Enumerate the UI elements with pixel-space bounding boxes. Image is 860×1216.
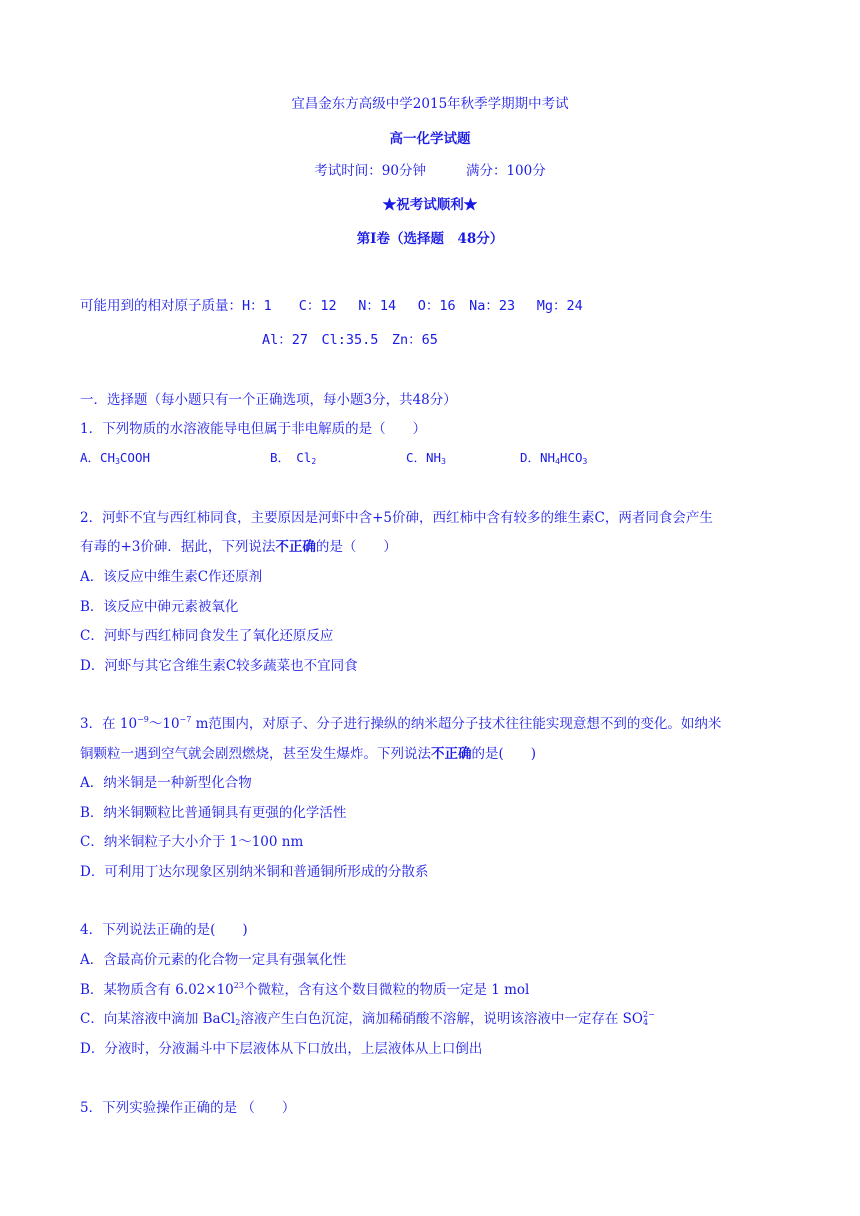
- full-score: 满分：100分: [465, 163, 546, 179]
- q1-option-c: C．$NH_3$: [406, 450, 446, 466]
- q2-option-d: D．河虾与其它含维生素C较多蔬菜也不宜同食: [80, 658, 358, 674]
- atomic-mass-line-2: Al：27 Cl:35.5 Zn：65: [262, 332, 438, 348]
- section-title: 第Ⅰ卷（选择题 48分）: [356, 231, 504, 247]
- q4-option-d: D．分液时，分液漏斗中下层液体从下口放出，上层液体从上口倒出: [80, 1041, 483, 1057]
- q4-option-c: C．向某溶液中滴加 BaCl$_2$溶液产生白色沉淀，滴加稀硝酸不溶解，说明该溶液中一定存在 $SO_4^{2-}$: [80, 1010, 655, 1027]
- exam-wish: ★祝考试顺利★: [382, 197, 478, 213]
- q2-option-c: C．河虾与西红柿同食发生了氧化还原反应: [80, 628, 334, 644]
- school-title: 宜昌金东方高级中学2015年秋季学期期中考试: [291, 96, 569, 112]
- q3-option-a: A．纳米铜是一种新型化合物: [80, 775, 252, 791]
- q5-stem: 5．下列实验操作正确的是 （ ）: [80, 1100, 296, 1116]
- atomic-mass-line-1: 可能用到的相对原子质量：H：1 C：12 N：14 O：16 Na：23 Mg：24: [80, 298, 583, 314]
- q1-option-b: B． $Cl_2$: [270, 450, 317, 466]
- subject-title: 高一化学试题: [389, 131, 471, 147]
- q3-stem-line-1: 3．在 $10^{-9}\sim 10^{-7}$ m范围内，对原子、分子进行操纵的纳米超分子技术往往能实现意想不到的变化。如纳米: [80, 715, 722, 732]
- exam-time: 考试时间：90分钟: [314, 163, 426, 179]
- q3-option-d: D．可利用丁达尔现象区别纳米铜和普通铜所形成的分散系: [80, 864, 429, 880]
- q4-option-a: A．含最高价元素的化合物一定具有强氧化性: [80, 952, 347, 968]
- q3-option-c: C．纳米铜粒子大小介于 1～100 nm: [80, 834, 304, 850]
- q1-options: [80, 448, 587, 466]
- q1-option-d: D．$NH_4HCO_3$: [520, 450, 588, 466]
- q4-stem: 4．下列说法正确的是( ): [80, 922, 248, 938]
- q1-option-a: A．$CH_3COOH$: [80, 450, 151, 466]
- q3-option-b: B．纳米铜颗粒比普通铜具有更强的化学活性: [80, 805, 347, 821]
- q3-stem-line-2: 铜颗粒一遇到空气就会剧烈燃烧，甚至发生爆炸。下列说法不正确的是( ): [80, 746, 537, 762]
- q2-stem-line-1: 2．河虾不宜与西红柿同食，主要原因是河虾中含+5价砷，西红柿中含有较多的维生素C，两者同食会产生: [80, 510, 713, 526]
- q2-option-b: B．该反应中砷元素被氧化: [80, 599, 239, 615]
- part1-heading: 一．选择题（每小题只有一个正确选项，每小题3分，共48分）: [80, 392, 457, 408]
- exam-info: [0, 159, 860, 179]
- q2-option-a: A．该反应中维生素C作还原剂: [80, 569, 263, 585]
- q2-stem-line-2: 有毒的+3价砷．据此，下列说法不正确的是（ ）: [80, 539, 397, 555]
- q4-option-b: B．某物质含有 $6.02\times 10^{23}$个微粒，含有这个数目微粒的物质一定是 1 mol: [80, 981, 530, 998]
- q1-stem: 1．下列物质的水溶液能导电但属于非电解质的是（ ）: [80, 421, 427, 437]
